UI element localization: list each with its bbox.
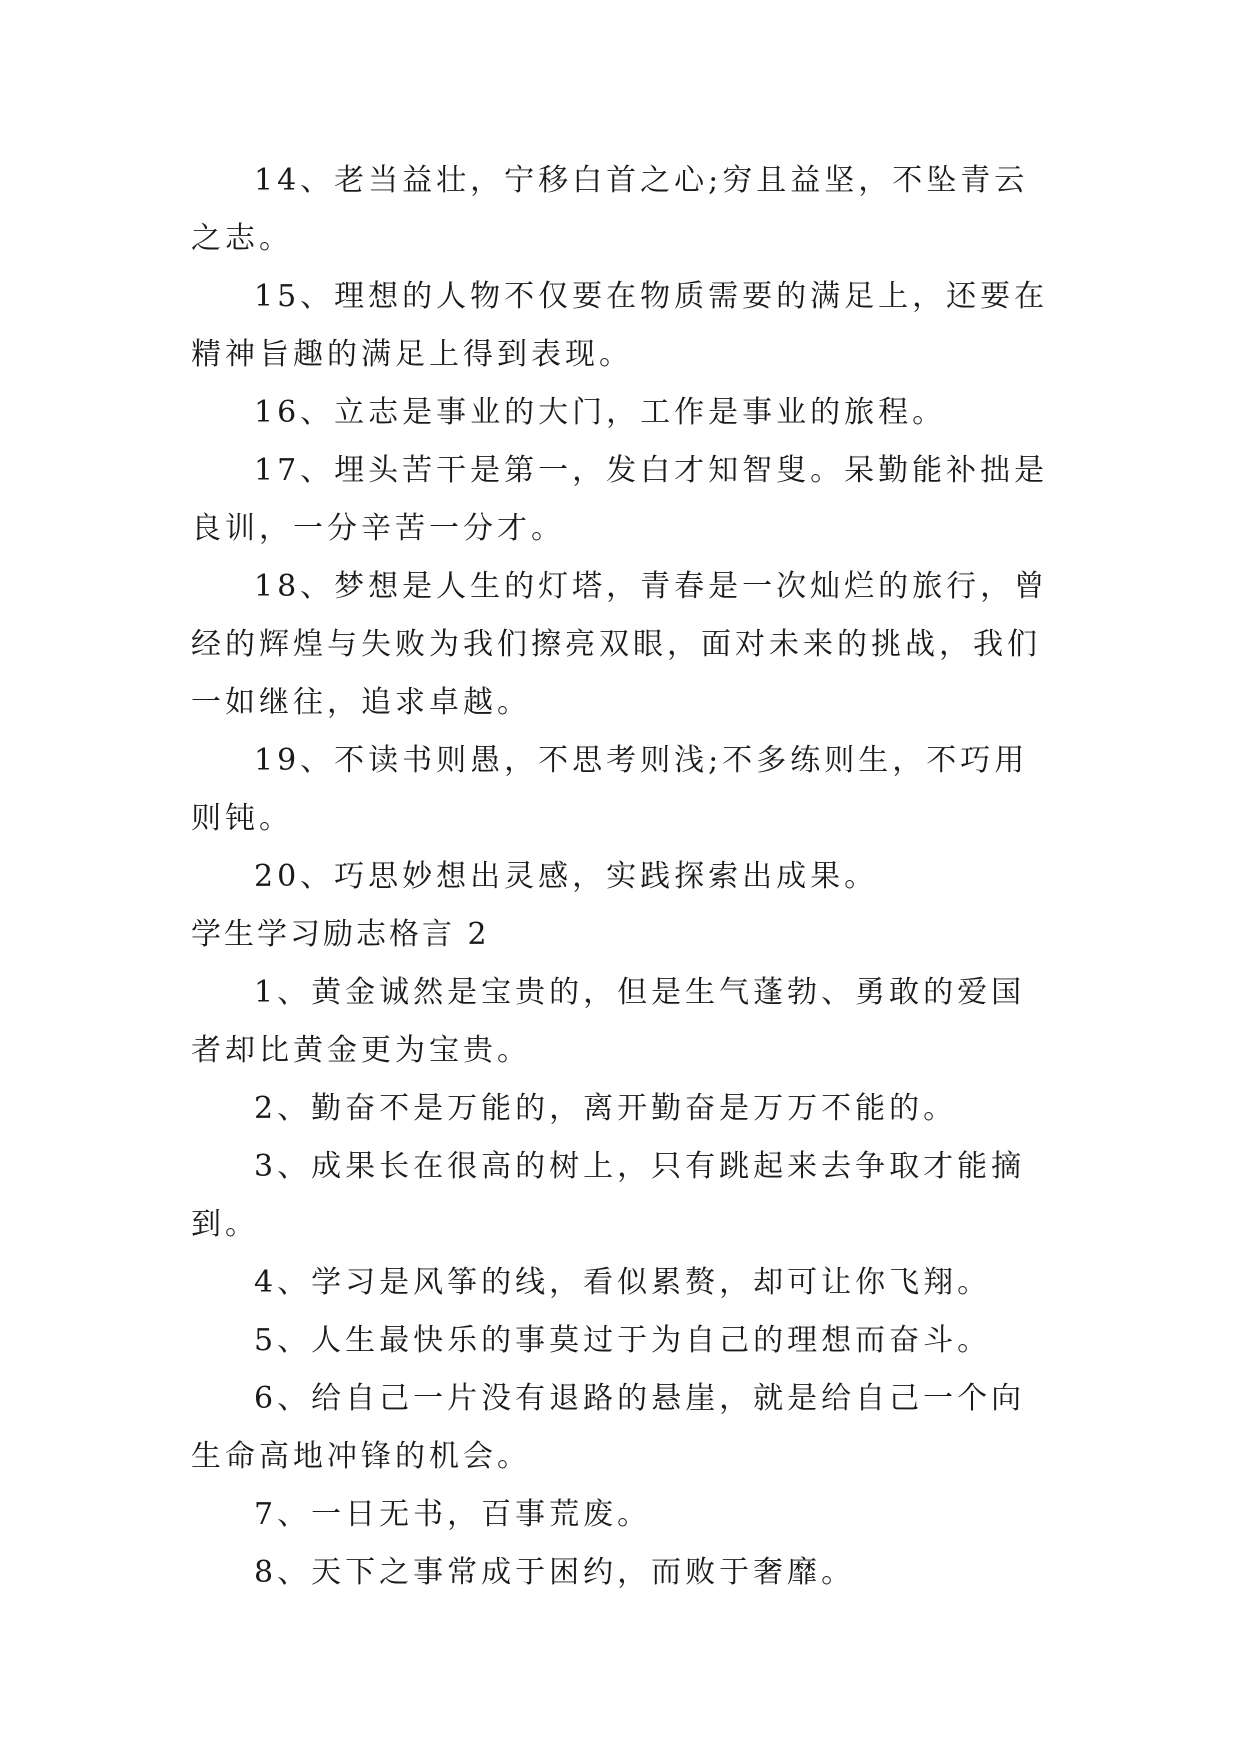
quote-paragraph: 2、勤奋不是万能的，离开勤奋是万万不能的。: [254, 1091, 958, 1126]
quote-paragraph: 5、人生最快乐的事莫过于为自己的理想而奋斗。: [254, 1323, 992, 1358]
quote-paragraph: 3、成果长在很高的树上，只有跳起来去争取才能摘到。: [191, 1149, 1026, 1242]
quote-paragraph: 6、给自己一片没有退路的悬崖，就是给自己一个向生命高地冲锋的机会。: [191, 1381, 1026, 1474]
section-heading: 学生学习励志格言 2: [191, 917, 490, 952]
quote-paragraph: 15、理想的人物不仅要在物质需要的满足上，还要在精神旨趣的满足上得到表现。: [191, 279, 1049, 372]
quote-paragraph: 19、不读书则愚，不思考则浅;不多练则生，不巧用则钝。: [191, 743, 1029, 836]
quote-paragraph: 17、埋头苦干是第一，发白才知智叟。呆勤能补拙是良训，一分辛苦一分才。: [191, 453, 1049, 546]
quote-paragraph: 8、天下之事常成于困约，而败于奢靡。: [254, 1555, 856, 1590]
quote-paragraph: 18、梦想是人生的灯塔，青春是一次灿烂的旅行，曾经的辉煌与失败为我们擦亮双眼，面对未来的挑战，我们一如继往，追求卓越。: [191, 569, 1049, 720]
document-page: [191, 152, 1051, 1602]
quote-paragraph: 1、黄金诚然是宝贵的，但是生气蓬勃、勇敢的爱国者却比黄金更为宝贵。: [191, 975, 1026, 1068]
quote-paragraph: 16、立志是事业的大门，工作是事业的旅程。: [254, 395, 947, 430]
quote-paragraph: 14、老当益壮，宁移白首之心;穷且益坚，不坠青云之志。: [191, 163, 1029, 256]
quote-paragraph: 20、巧思妙想出灵感，实践探索出成果。: [254, 859, 879, 894]
quote-paragraph: 4、学习是风筝的线，看似累赘，却可让你飞翔。: [254, 1265, 992, 1300]
quote-paragraph: 7、一日无书，百事荒废。: [254, 1497, 652, 1532]
